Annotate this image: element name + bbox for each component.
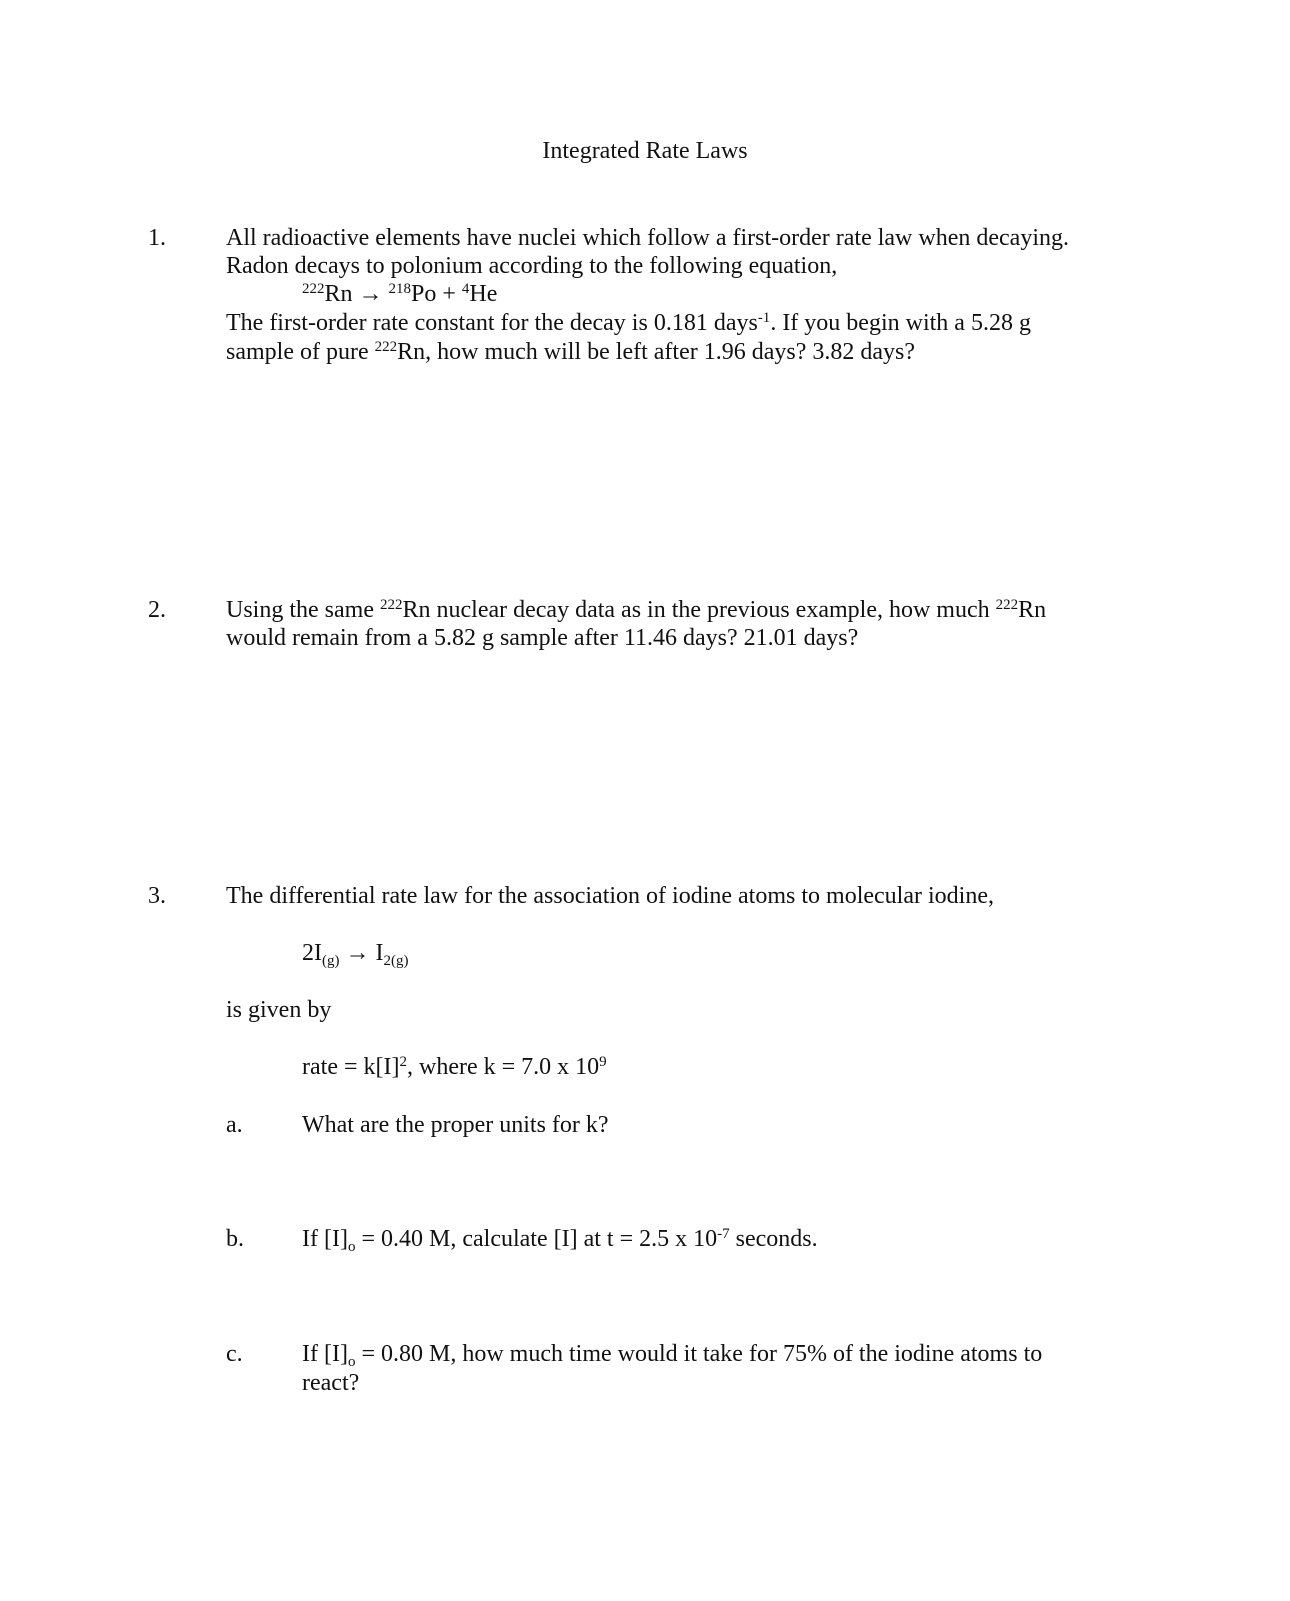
question-3-line-1: The differential rate law for the association of iodine atoms to molecular iodine, — [226, 883, 994, 909]
text-segment: If [I] — [302, 1226, 348, 1252]
part-b-label: b. — [226, 1226, 244, 1252]
exponent: 2 — [399, 1054, 407, 1070]
he-symbol: He — [469, 281, 498, 307]
text-segment: Rn nuclear decay data as in the previous example, how much — [402, 597, 996, 623]
question-2-number: 2. — [148, 597, 166, 623]
phase-subscript: (g) — [322, 953, 340, 969]
part-c-text — [302, 1340, 1042, 1369]
text-segment: seconds. — [729, 1226, 818, 1252]
question-2-line-1 — [226, 596, 1046, 625]
part-a-text: What are the proper units for k? — [302, 1112, 609, 1138]
question-3-number: 3. — [148, 883, 166, 909]
mass-number: 222 — [379, 597, 403, 613]
question-1-line-2: Radon decays to polonium according to the following equation, — [226, 253, 838, 279]
po-symbol: Po + — [411, 281, 462, 307]
text-segment: = 0.40 M, calculate [I] at t = 2.5 x 10 — [355, 1226, 718, 1252]
text-segment: Rn — [1018, 597, 1047, 623]
text-segment: Rn, how much will be left after 1.96 days? 3.82 days? — [397, 339, 915, 365]
text-segment: The first-order rate constant for the decay is 0.181 days — [226, 310, 758, 336]
question-3-equation — [302, 939, 409, 968]
exponent: -1 — [757, 310, 771, 326]
text-segment: sample of pure — [226, 339, 375, 365]
reaction-arrow-icon: → — [345, 940, 370, 966]
he-mass-number: 4 — [461, 281, 470, 297]
po-mass-number: 218 — [388, 281, 412, 297]
reaction-arrow-icon: → — [358, 281, 383, 307]
text-segment: = 0.80 M, how much time would it take for 75% of the iodine atoms to — [355, 1341, 1043, 1367]
mass-number: 222 — [374, 339, 398, 355]
page-title: Integrated Rate Laws — [542, 138, 748, 164]
exponent: 9 — [599, 1054, 607, 1070]
part-a-label: a. — [226, 1112, 243, 1138]
text-segment: Using the same — [226, 597, 380, 623]
question-1-line-5 — [226, 338, 915, 367]
iodine-atom-formula: 2I — [302, 940, 322, 966]
question-3-rate-law — [302, 1053, 607, 1082]
part-c-label: c. — [226, 1341, 243, 1367]
mass-number: 222 — [995, 597, 1019, 613]
text-segment: rate = k[I] — [302, 1054, 400, 1080]
text-segment: , where k = 7.0 x 10 — [406, 1054, 600, 1080]
text-segment: . If you begin with a 5.28 g — [770, 310, 1031, 336]
rn-mass-number: 222 — [302, 281, 325, 297]
question-2-line-2: would remain from a 5.82 g sample after 11.46 days? 21.01 days? — [226, 625, 859, 651]
question-1-number: 1. — [148, 225, 166, 251]
part-b-text — [302, 1225, 818, 1254]
question-3-given: is given by — [226, 997, 332, 1023]
question-1-line-1: All radioactive elements have nuclei which follow a first-order rate law when decaying. — [226, 225, 1069, 251]
question-1-equation — [302, 280, 497, 309]
iodine-molecule-formula: I — [375, 940, 384, 966]
part-c-text-line-2: react? — [302, 1370, 360, 1396]
initial-subscript: o — [347, 1239, 356, 1255]
rn-symbol: Rn — [324, 281, 353, 307]
initial-subscript: o — [347, 1354, 356, 1370]
text-segment: If [I] — [302, 1341, 348, 1367]
phase-subscript: 2(g) — [383, 953, 409, 969]
question-1-line-4 — [226, 309, 1031, 338]
exponent: -7 — [717, 1226, 730, 1242]
